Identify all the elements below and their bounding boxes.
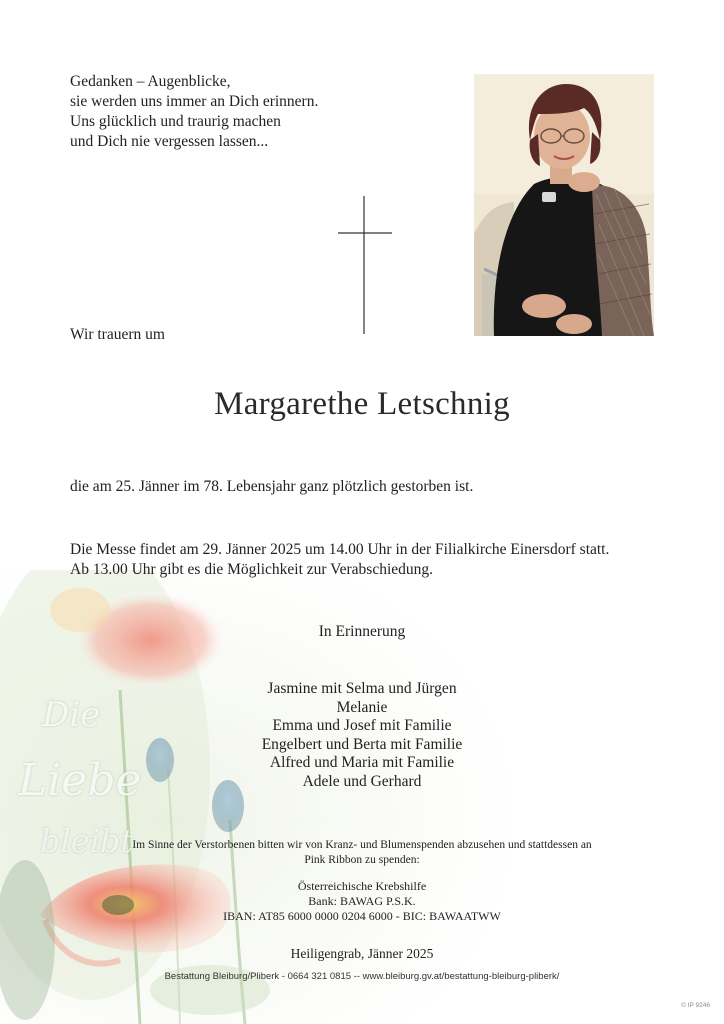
death-notice: die am 25. Jänner im 78. Lebensjahr ganz plötzlich gestorben ist.: [70, 478, 474, 495]
mass-info: [70, 540, 609, 580]
document-code: © IP 9246: [681, 1002, 710, 1009]
decorative-script-word: bleibt: [40, 822, 134, 860]
charity-name: Österreichische Krebshilfe: [297, 879, 427, 893]
charity-info: [0, 879, 724, 924]
donation-request-line: Pink Ribbon zu spenden:: [304, 854, 420, 866]
poem-line: und Dich nie vergessen lassen...: [70, 133, 269, 150]
mass-line: Die Messe findet am 29. Jänner 2025 um 14.00 Uhr in der Filialkirche Einersdorf statt.: [70, 541, 610, 558]
mourner-entry: Engelbert und Berta mit Familie: [261, 735, 463, 753]
charity-iban: IBAN: AT85 6000 0000 0204 6000 - BIC: BAWAATWW: [223, 909, 501, 923]
intro-text: Wir trauern um: [70, 326, 165, 343]
poem-line: Gedanken – Augenblicke,: [70, 73, 231, 90]
mourner-entry: Jasmine mit Selma und Jürgen: [267, 680, 457, 697]
mourner-entry: Adele und Gerhard: [302, 772, 422, 790]
donation-request-line: Im Sinne der Verstorbenen bitten wir von Kranz- und Blumenspenden abzusehen und stattdessen an: [132, 839, 592, 851]
deceased-name: Margarethe Letschnig: [214, 386, 510, 422]
poem: [70, 72, 318, 152]
decorative-script-word: Die: [42, 695, 101, 735]
cross-icon: [338, 196, 392, 334]
memory-heading: In Erinnerung: [318, 623, 406, 640]
portrait-photo: [474, 74, 654, 336]
mourner-entry: Emma und Josef mit Familie: [272, 717, 452, 735]
poem-line: Uns glücklich und traurig machen: [70, 113, 281, 130]
mourner-entry: Melanie: [336, 698, 388, 716]
funeral-home-footer: Bestattung Bleiburg/Pliberk - 0664 321 0815 -- www.bleiburg.gv.at/bestattung-bleiburg-pliberk/: [164, 971, 560, 982]
mourners-list: [0, 680, 724, 792]
decorative-script-word: Liebe: [18, 755, 142, 806]
poem-line: sie werden uns immer an Dich erinnern.: [70, 93, 319, 110]
donation-request: [0, 838, 724, 868]
place-date: Heiligengrab, Jänner 2025: [290, 946, 434, 961]
charity-bank: Bank: BAWAG P.S.K.: [308, 894, 416, 908]
mourner-entry: Alfred und Maria mit Familie: [269, 754, 455, 772]
mass-line: Ab 13.00 Uhr gibt es die Möglichkeit zur Verabschiedung.: [70, 561, 434, 578]
